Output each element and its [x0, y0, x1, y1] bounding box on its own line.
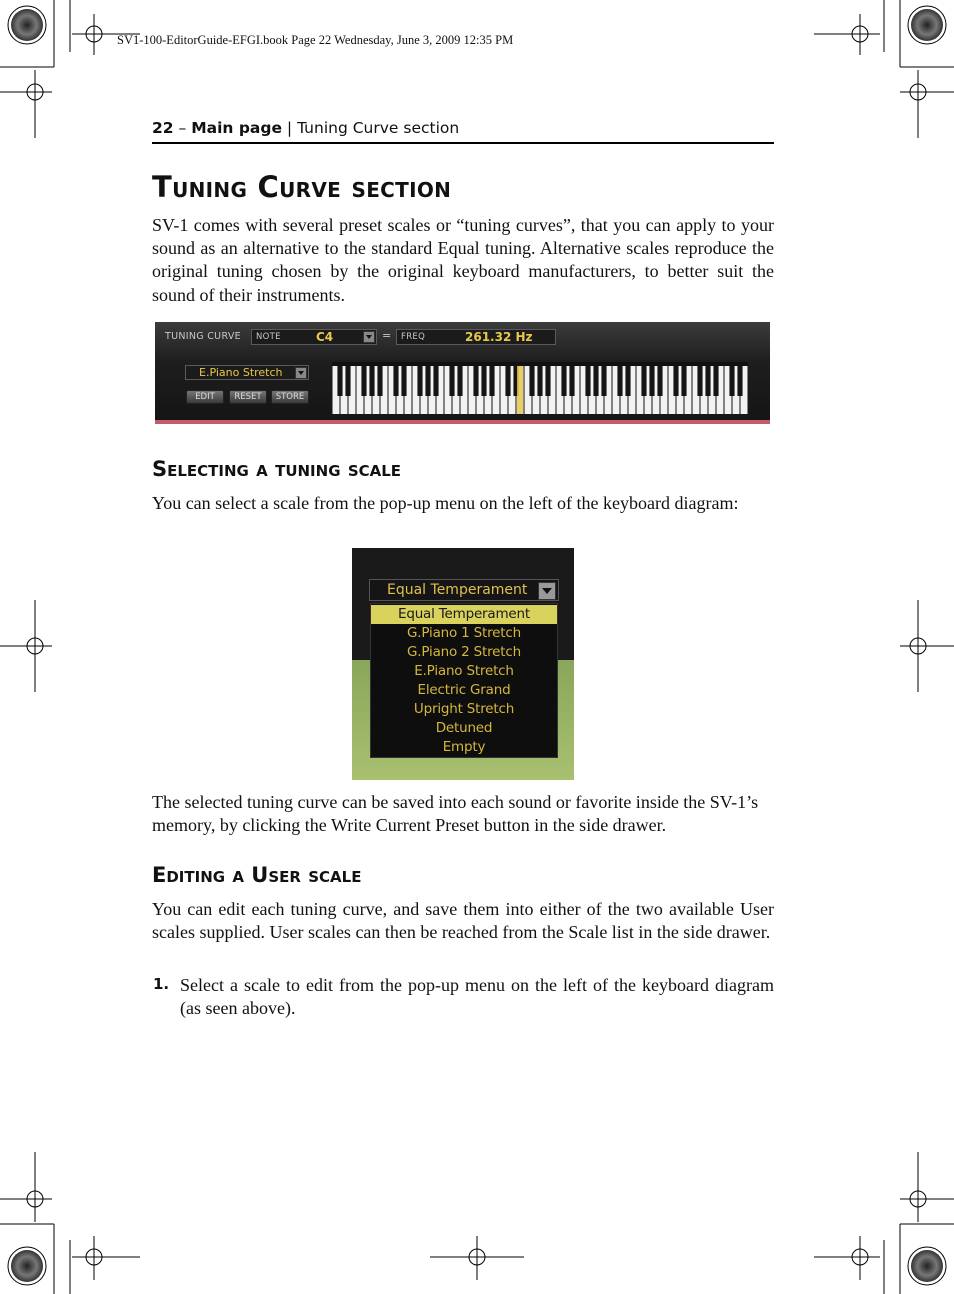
menu-item[interactable]: Electric Grand	[417, 682, 511, 698]
header-separator: |	[281, 119, 298, 137]
black-key	[641, 366, 646, 396]
edit-button[interactable]: EDIT	[186, 390, 224, 404]
black-key	[705, 366, 710, 396]
note-selector[interactable]	[251, 329, 377, 345]
black-key	[401, 366, 406, 396]
black-key	[681, 366, 686, 396]
chevron-down-icon[interactable]	[538, 582, 556, 600]
menu-item[interactable]: E.Piano Stretch	[414, 663, 514, 679]
scale-popup-current: Equal Temperament	[387, 582, 528, 598]
black-key	[449, 366, 454, 396]
note-label: NOTE	[256, 332, 281, 342]
black-key	[417, 366, 422, 396]
black-key	[585, 366, 590, 396]
black-key	[377, 366, 382, 396]
store-button[interactable]: STORE	[271, 390, 309, 404]
black-key	[337, 366, 342, 396]
print-slug: SV1-100-EditorGuide-EFGI.book Page 22 Wednesday, June 3, 2009 12:35 PM	[117, 33, 514, 47]
menu-item[interactable]: G.Piano 2 Stretch	[407, 644, 521, 660]
menu-item[interactable]: G.Piano 1 Stretch	[407, 625, 521, 641]
selected-key	[517, 366, 523, 414]
black-key	[425, 366, 430, 396]
freq-label: FREQ	[401, 332, 426, 342]
black-key	[713, 366, 718, 396]
section-name: Tuning Curve section	[297, 119, 460, 137]
after-popup-paragraph: The selected tuning curve can be saved into each sound or favorite inside the SV-1’s memory, by clicking the Write Current Preset button in the side drawer.	[152, 792, 759, 836]
black-key	[369, 366, 374, 396]
step-number: 1.	[153, 975, 170, 993]
black-key	[505, 366, 510, 396]
menu-item[interactable]: Equal Temperament	[371, 605, 557, 624]
scale-popup-menu	[370, 603, 558, 758]
black-key	[537, 366, 542, 396]
menu-item[interactable]: Upright Stretch	[413, 701, 515, 717]
black-key	[433, 366, 438, 396]
black-key	[569, 366, 574, 396]
step-text: Select a scale to edit from the pop-up menu on the left of the keyboard diagram (as seen above).	[180, 975, 774, 1019]
black-key	[657, 366, 662, 396]
black-key	[601, 366, 606, 396]
page-title: Tuning Curve section	[152, 170, 452, 204]
chevron-down-icon[interactable]	[363, 331, 375, 343]
scale-select[interactable]	[185, 365, 309, 380]
menu-item[interactable]: Detuned	[435, 720, 493, 736]
chapter-name: Main page	[191, 119, 282, 137]
black-key	[457, 366, 462, 396]
section-heading-editing: Editing a User scale	[152, 863, 362, 887]
black-key	[545, 366, 550, 396]
black-key	[649, 366, 654, 396]
freq-value: 261.32 Hz	[465, 330, 533, 344]
black-key	[473, 366, 478, 396]
menu-item[interactable]: Empty	[442, 739, 486, 755]
keyboard-diagram[interactable]	[332, 362, 748, 414]
intro-paragraph: SV-1 comes with several preset scales or “tuning curves”, that you can apply to your sound as an alternative to the standard Equal tuning. Alternative scales reproduce the original tuning chosen by the original keyboard manufacturers, to better suit the sound of their instruments.	[152, 215, 774, 305]
black-key	[361, 366, 366, 396]
chevron-down-icon[interactable]	[295, 367, 307, 379]
black-key	[697, 366, 702, 396]
black-key	[393, 366, 398, 396]
scale-popup-figure	[352, 548, 574, 780]
header-dash: –	[173, 119, 192, 137]
panel-label: TUNING CURVE	[165, 331, 241, 342]
black-key	[561, 366, 566, 396]
page-number: 22	[152, 119, 174, 137]
scale-popup-header[interactable]	[369, 579, 559, 601]
equals-sign: =	[382, 329, 392, 342]
black-key	[673, 366, 678, 396]
black-key	[737, 366, 742, 396]
black-key	[729, 366, 734, 396]
scale-value: E.Piano Stretch	[199, 366, 283, 379]
black-key	[617, 366, 622, 396]
black-key	[593, 366, 598, 396]
tuning-curve-panel	[155, 322, 770, 424]
black-key	[481, 366, 486, 396]
black-key	[529, 366, 534, 396]
reset-button[interactable]: RESET	[229, 390, 267, 404]
section-heading-selecting: Selecting a tuning scale	[152, 457, 402, 481]
section-paragraph-editing: You can edit each tuning curve, and save them into either of the two available User scales supplied. User scales can then be reached from the Scale list in the side drawer.	[152, 899, 774, 943]
running-header	[152, 119, 774, 137]
black-key	[345, 366, 350, 396]
black-key	[625, 366, 630, 396]
frequency-display	[396, 329, 556, 345]
section-paragraph-selecting: You can select a scale from the pop-up menu on the left of the keyboard diagram:	[152, 493, 739, 513]
header-rule	[152, 142, 774, 144]
black-key	[489, 366, 494, 396]
note-value: C4	[316, 330, 334, 344]
